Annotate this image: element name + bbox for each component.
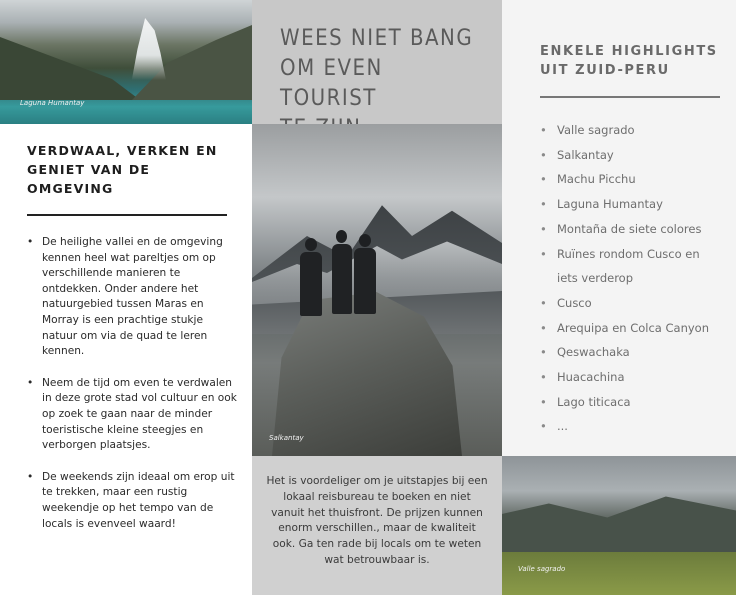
photo-caption-valley: Valle sagrado	[518, 565, 566, 573]
title-line-2: OM EVEN TOURIST	[280, 56, 383, 111]
hiker-head	[305, 238, 317, 251]
highlight-item: • ...	[540, 414, 718, 439]
highlight-item: • Valle sagrado	[540, 118, 718, 143]
hiker-figure	[332, 244, 352, 314]
explore-heading: VERDWAAL, VERKEN EN GENIET VAN DE OMGEVING	[27, 143, 218, 196]
highlight-item: • Qeswachaka	[540, 340, 718, 365]
photo-caption-hike: Salkantay	[269, 434, 304, 442]
highlights-column	[502, 0, 736, 456]
highlights-heading-line-1: ENKELE HIGHLIGHTS	[540, 44, 718, 59]
highlight-item: • Lago titicaca	[540, 390, 718, 415]
mountain-ridge-left	[0, 30, 140, 100]
highlights-heading-line-2: UIT ZUID-PERU	[540, 63, 670, 78]
hiker-figure	[354, 248, 376, 314]
photo-valle-sagrado	[502, 456, 736, 595]
explore-divider	[27, 214, 227, 216]
highlight-item: • Arequipa en Colca Canyon	[540, 316, 718, 341]
highlight-item: • Montaña de siete colores	[540, 217, 718, 242]
explore-bullet: • Neem de tijd om even te verdwalen in deze grote stad vol cultuur en ook op zoek te gaan naar de minder toeristische kleine steegjes en verborgen plaatsjes.	[27, 376, 237, 454]
explore-bullet: • De heilighe vallei en de omgeving kennen heel wat pareltjes om op verschillende manieren te ontdekken. Onder andere het natuurgebied tussen Maras en Morray is een prachtige stukje natuur om via de quad te leren kennen.	[27, 235, 237, 360]
explore-list	[27, 235, 237, 532]
photo-caption-lake: Laguna Humantay	[20, 99, 85, 107]
explore-column	[0, 124, 252, 595]
title-line-1: WEES NIET BANG	[280, 26, 474, 51]
hiker-figure	[300, 252, 322, 316]
glacier	[128, 18, 166, 80]
highlights-divider	[540, 96, 720, 98]
explore-bullet: • De weekends zijn ideaal om erop uit te trekken, maar een rustig weekendje op het tempo van de locals is evenveel waard!	[27, 470, 237, 532]
title-block	[252, 0, 502, 124]
photo-salkantay	[252, 124, 502, 456]
highlights-list	[540, 118, 718, 439]
hiker-head	[359, 234, 371, 247]
valley-field	[502, 552, 736, 595]
tip-text: Het is voordeliger om je uitstapjes bij een lokaal reisbureau te boeken en niet vanuit het thuisfront. De prijzen kunnen enorm verschillen., maar de kwaliteit ook. Ga ten rade bij locals om te weten wat betrouwbaar is.	[266, 475, 488, 566]
photo-laguna-humantay	[0, 0, 252, 124]
highlight-item: • Cusco	[540, 291, 718, 316]
tip-box	[252, 456, 502, 595]
hiker-head	[336, 230, 347, 243]
highlight-item: • Huacachina	[540, 365, 718, 390]
highlights-heading	[540, 42, 718, 80]
highlight-item: • Salkantay	[540, 143, 718, 168]
highlight-item: • Ruïnes rondom Cusco en iets verderop	[540, 242, 718, 291]
highlight-item: • Machu Picchu	[540, 167, 718, 192]
highlight-item: • Laguna Humantay	[540, 192, 718, 217]
valley-hills	[502, 486, 736, 556]
